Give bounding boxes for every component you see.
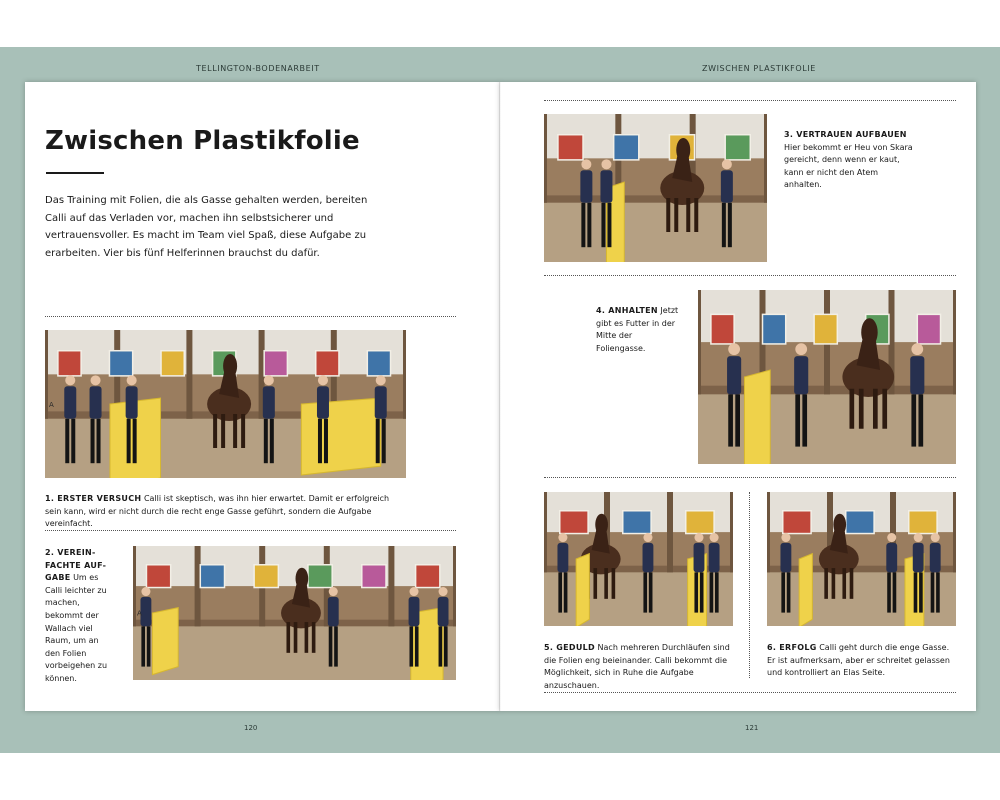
wall-post [453,546,456,626]
person-leg [324,419,328,463]
person-torso [913,543,924,572]
person-leg [911,394,916,446]
person-leg [264,419,268,463]
horse-head [223,354,237,378]
arena-scene [544,114,767,262]
wall-painting [109,351,132,376]
wall-painting [846,511,874,534]
wall-post [544,492,547,572]
horse-leg [686,198,690,232]
person-leg [581,203,585,247]
wall-rail [767,566,956,573]
yellow-foil [576,554,589,626]
wall-post [544,114,547,203]
person-leg [887,572,891,612]
person-leg [802,394,807,446]
person-torso [721,170,733,203]
yellow-foil [799,554,812,626]
person-leg [141,626,145,666]
caption-text: Calli geht durch die enge Gasse. Er ist aufmerksam, aber er schreitet gelassen und kontrolliert an Elas Seite. [767,643,950,678]
wall-post [953,290,956,394]
caption-heading: 4. ANHALTEN [596,306,658,315]
caption-heading: 2. VEREIN-FACHTE AUF-GABE [45,548,107,583]
wall-post [403,330,406,419]
person-leg [444,626,448,666]
wooden-wall [544,158,767,199]
person-torso [709,543,720,572]
person-leg [893,572,897,612]
person-torso [886,543,897,572]
person-torso [930,543,941,572]
person-leg [439,626,443,666]
person-torso [780,543,791,572]
wall-post [767,492,770,572]
person-leg [918,394,923,446]
person-head [376,375,386,385]
person-head [141,587,150,596]
page-number-right: 121 [745,724,759,732]
wall-painting [711,314,734,344]
horse-leg [612,568,616,599]
wall-painting [763,314,786,344]
arena-scene [544,492,733,626]
divider [45,316,456,317]
divider [544,100,956,101]
person-leg [97,419,101,463]
caption-step-4 [596,305,684,355]
wall-painting [614,135,639,160]
photo-marker: A [137,609,142,618]
horse-leg [593,568,597,599]
running-head-left: TELLINGTON-BODENARBEIT [196,64,320,73]
arena-scene [698,290,956,464]
horse-leg [694,198,698,232]
person-leg [382,419,386,463]
person-torso [727,356,741,394]
person-leg [914,572,918,612]
wall-painting [917,314,940,344]
caption-text: Um es Calli leichter zu machen, bekommt der Wallach viel Raum, um an den Folien vorbeigehen zu können. [45,573,108,683]
horse-leg [850,568,854,599]
arena-floor [767,572,956,626]
wall-painting [146,565,170,588]
wall-post [730,492,733,572]
person-head [694,533,703,542]
person-leg [329,626,333,666]
horse-leg [882,389,887,429]
person-torso [263,386,275,419]
person-head [264,375,274,385]
running-head-right: ZWISCHEN PLASTIKFOLIE [702,64,816,73]
wall-painting [558,135,583,160]
person-leg [700,572,704,612]
hall-window [133,546,456,586]
person-leg [787,572,791,612]
arena-scene [45,330,406,478]
horse-leg [312,622,316,653]
person-torso [794,356,808,394]
column-divider [749,492,750,678]
horse-leg [213,414,217,448]
horse-leg [842,568,846,599]
horse-leg [286,622,290,653]
person-leg [376,419,380,463]
horse-head [595,514,608,536]
person-torso [126,386,138,419]
wall-post [186,330,192,419]
person-leg [270,419,274,463]
wall-painting [367,351,390,376]
wall-painting [416,565,440,588]
person-leg [643,572,647,612]
horse-leg [849,389,854,429]
person-torso [438,597,449,626]
wall-post [953,492,956,572]
person-leg [564,572,568,612]
person-head [887,533,896,542]
arena-scene [767,492,956,626]
person-leg [694,572,698,612]
photo-marker: A [49,400,54,409]
person-leg [919,572,923,612]
horse-head [676,138,690,162]
person-head [914,533,923,542]
person-head [318,375,328,385]
person-head [931,533,940,542]
caption-heading: 5. GEDULD [544,643,595,652]
wall-post [698,290,701,394]
person-leg [722,203,726,247]
photo-step-2 [133,546,456,680]
person-head [65,375,75,385]
photo-step-4 [698,290,956,464]
yellow-foil [301,398,380,475]
person-head [581,159,591,169]
horse-head [861,318,877,346]
caption-text: Hier bekommt er Heu von Skara gereicht, denn wenn er kaut, kann er nicht den Atem anhalten. [784,142,913,190]
wall-painting [308,565,332,588]
caption-text: Nach mehreren Durchläufen sind die Folien eng beieinander. Calli bekommt die Möglichkeit, sich in Ruhe die Aufgabe anzuschauen. [544,643,730,690]
photo-step-1 [45,330,406,478]
caption-step-2 [45,547,113,686]
page-gutter [499,82,501,711]
person-torso [643,543,654,572]
wall-painting [686,511,714,534]
horse-leg [873,389,878,429]
intro-text: Das Training mit Folien, die als Gasse gehalten werden, bereiten Calli auf das Verladen vor, machen ihn selbstsicherer und vertrauensvoller. Es macht im Team viel Spaß, diese Aufgabe zu erarbeiten. Vier bis fünf Helferinnen brauchst du dafür. [45,195,368,259]
wall-rail [544,195,767,202]
wall-post [133,546,136,626]
person-torso [694,543,705,572]
person-head [710,533,719,542]
person-leg [147,626,151,666]
person-head [329,587,338,596]
divider [544,477,956,478]
photo-step-6 [767,492,956,626]
person-leg [133,419,137,463]
person-head [439,587,448,596]
wall-post [667,492,673,572]
arena-floor [544,203,767,262]
photo-step-3 [544,114,767,262]
person-leg [728,203,732,247]
person-head [728,343,740,355]
person-leg [607,203,611,247]
person-torso [375,386,387,419]
person-head [795,343,807,355]
wall-painting [362,565,386,588]
person-head [643,533,652,542]
person-leg [715,572,719,612]
person-leg [728,394,733,446]
horse-leg [221,414,225,448]
caption-step-5 [544,642,740,692]
person-leg [65,419,69,463]
horse-leg [824,568,828,599]
title-underline [46,172,104,174]
person-torso [140,597,151,626]
person-leg [781,572,785,612]
wall-post [388,546,394,626]
wall-painting [264,351,287,376]
person-leg [127,419,131,463]
page-number-left: 120 [244,724,258,732]
yellow-foil [152,608,178,675]
person-head [911,343,923,355]
person-head [127,375,137,385]
person-head [409,587,418,596]
horse-head [833,514,846,536]
horse-leg [233,414,237,448]
wall-painting [161,351,184,376]
horse-leg [241,414,245,448]
divider [544,275,956,276]
horse-leg [666,198,670,232]
person-torso [409,597,420,626]
person-torso [600,170,612,203]
horse-leg [604,568,608,599]
person-head [558,533,567,542]
yellow-foil [744,370,770,464]
person-head [91,375,101,385]
arena-scene [133,546,456,680]
caption-text: Jetzt gibt es Futter in der Mitte der Foliengasse. [596,306,679,353]
person-torso [557,543,568,572]
person-leg [936,572,940,612]
horse-leg [832,568,836,599]
caption-heading: 6. ERFOLG [767,643,817,652]
person-head [722,159,732,169]
person-leg [71,419,75,463]
person-leg [649,572,653,612]
horse-leg [305,622,309,653]
person-leg [795,394,800,446]
person-head [601,159,611,169]
horse-leg [674,198,678,232]
person-leg [558,572,562,612]
caption-step-6 [767,642,957,680]
wall-painting [58,351,81,376]
person-leg [91,419,95,463]
person-torso [580,170,592,203]
person-torso [90,386,102,419]
wall-painting [783,511,811,534]
photo-step-5 [544,492,733,626]
wall-post [45,330,48,419]
person-leg [334,626,338,666]
wall-painting [814,314,837,344]
wall-post [764,114,767,203]
wall-painting [254,565,278,588]
person-torso [317,386,329,419]
person-leg [735,394,740,446]
person-leg [931,572,935,612]
horse-leg [294,622,298,653]
person-torso [328,597,339,626]
wall-painting [316,351,339,376]
caption-heading: 1. ERSTER VERSUCH [45,494,142,503]
wall-painting [909,511,937,534]
wooden-wall [767,532,956,570]
horse-head [296,568,309,590]
person-torso [64,386,76,419]
person-leg [318,419,322,463]
person-leg [409,626,413,666]
wall-painting [200,565,224,588]
wall-painting [623,511,651,534]
horse-leg [859,389,864,429]
caption-step-3 [784,129,914,192]
person-leg [601,203,605,247]
caption-text: Calli ist skeptisch, was ihn hier erwartet. Damit er erfolgreich sein kann, wird er nicht durch die recht enge Gasse geführt, sondern die Aufgabe vereinfacht. [45,494,390,529]
person-head [781,533,790,542]
caption-step-1 [45,493,390,531]
caption-heading: 3. VERTRAUEN AUFBAUEN [784,130,907,139]
person-leg [710,572,714,612]
wall-painting [560,511,588,534]
page-title: Zwischen Plastikfolie [45,126,360,156]
person-torso [910,356,924,394]
person-leg [415,626,419,666]
wall-painting [725,135,750,160]
person-leg [587,203,591,247]
